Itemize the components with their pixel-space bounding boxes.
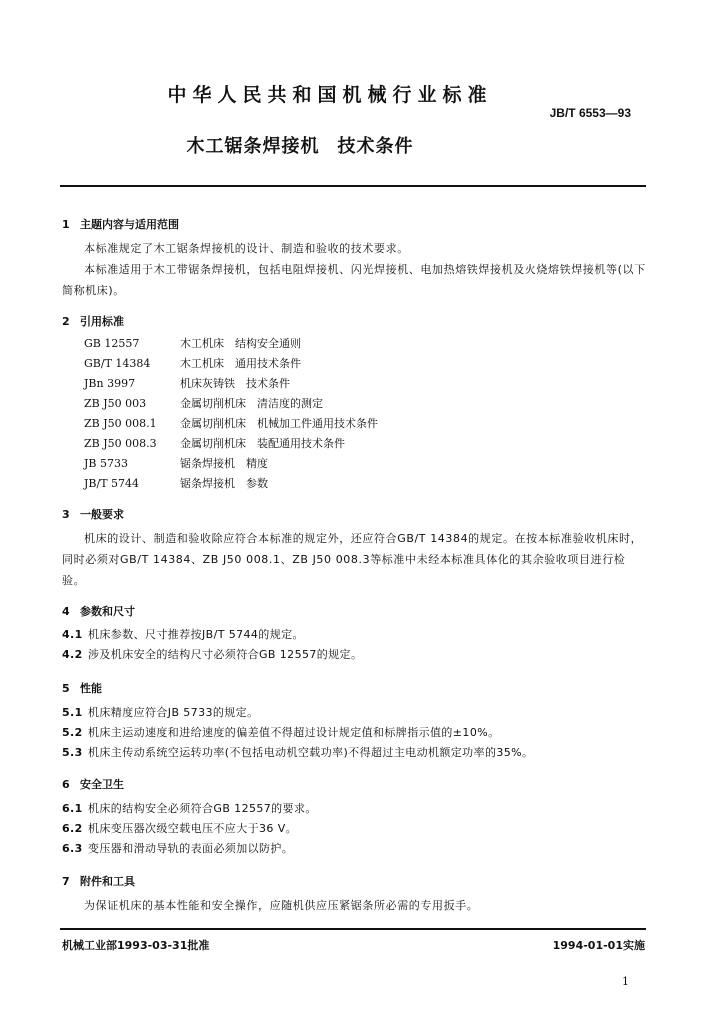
clause-5-1: [62, 703, 646, 723]
section-number: 2: [62, 315, 70, 328]
ref-title: 木工机床 结构安全通则: [180, 337, 301, 350]
header-divider: [60, 185, 646, 187]
ref-code: JB/T 5744: [84, 477, 140, 490]
section-number: 6: [62, 778, 70, 791]
clause-number: 5.2: [62, 726, 83, 739]
ref-code: ZB J50 003: [84, 397, 147, 410]
referenced-standards-list: [84, 334, 564, 494]
section-6-heading: [62, 776, 124, 792]
section-number: 7: [62, 875, 70, 888]
ref-title: 木工机床 通用技术条件: [180, 357, 301, 370]
clause-text: 机床精度应符合JB 5733的规定。: [88, 706, 259, 719]
clause-text: 变压器和滑动导轨的表面必须加以防护。: [88, 842, 294, 855]
section-1-heading: [62, 216, 179, 232]
ref-title: 锯条焊接机 参数: [180, 477, 268, 490]
section-number: 3: [62, 508, 70, 521]
section-5-heading: [62, 680, 102, 696]
standard-number: JB/T 6553—93: [549, 106, 631, 120]
clause-number: 6.2: [62, 822, 83, 835]
title-sub: 技术条件: [337, 136, 414, 157]
clause-number: 6.1: [62, 802, 83, 815]
issuing-organization: 中华人民共和国机械行业标准: [167, 84, 493, 106]
clause-number: 4.2: [62, 648, 83, 661]
section-number: 4: [62, 605, 70, 618]
section-2-heading: [62, 313, 124, 329]
list-item: [84, 334, 564, 354]
clause-4-2: [62, 645, 646, 665]
list-item: [84, 434, 564, 454]
clause-4-1: [62, 625, 646, 645]
effective-date: 1994-01-01实施: [552, 939, 645, 952]
clause-number: 4.1: [62, 628, 83, 641]
section-title: 安全卫生: [80, 778, 124, 791]
clause-number: 5.1: [62, 706, 83, 719]
ref-title: 金属切削机床 清洁度的测定: [180, 397, 323, 410]
clause-6-1: [62, 799, 646, 819]
section-number: 1: [62, 218, 70, 231]
ref-code: ZB J50 008.1: [84, 417, 157, 430]
section-1-paragraph-1: 本标准规定了木工锯条焊接机的设计、制造和验收的技术要求。: [84, 242, 409, 255]
ref-title: 金属切削机床 机械加工件通用技术条件: [180, 417, 378, 430]
section-title: 参数和尺寸: [80, 605, 135, 618]
clause-5-3: [62, 743, 646, 763]
section-7-heading: [62, 873, 135, 889]
list-item: [84, 414, 564, 434]
clause-text: 机床主运动速度和进给速度的偏差值不得超过设计规定值和标牌指示值的±10%。: [88, 726, 500, 739]
clause-text: 机床变压器次级空载电压不应大于36 V。: [88, 822, 298, 835]
section-3-heading: [62, 506, 124, 522]
document-title: [0, 132, 590, 158]
section-title: 主题内容与适用范围: [80, 218, 179, 231]
ref-code: JBn 3997: [84, 377, 136, 390]
section-title: 引用标准: [80, 315, 124, 328]
section-title: 一般要求: [80, 508, 124, 521]
list-item: [84, 394, 564, 414]
section-4-heading: [62, 603, 135, 619]
page-number: 1: [622, 975, 629, 988]
title-main: 木工锯条焊接机: [186, 136, 320, 157]
clause-text: 涉及机床安全的结构尺寸必须符合GB 12557的规定。: [88, 648, 363, 661]
clause-number: 6.3: [62, 842, 83, 855]
approval-date: 机械工业部1993-03-31批准: [62, 939, 210, 952]
ref-title: 机床灰铸铁 技术条件: [180, 377, 290, 390]
ref-title: 金属切削机床 装配通用技术条件: [180, 437, 345, 450]
ref-code: JB 5733: [84, 457, 128, 470]
list-item: [84, 374, 564, 394]
ref-code: ZB J50 008.3: [84, 437, 157, 450]
clause-text: 机床参数、尺寸推荐按JB/T 5744的规定。: [88, 628, 304, 641]
section-1-paragraph-2: 本标准适用于木工带锯条焊接机，包括电阻焊接机、闪光焊接机、电加热熔铁焊接机及火烧熔铁焊接机等(以下简称机床)。: [62, 263, 646, 297]
ref-code: GB 12557: [84, 337, 140, 350]
clause-6-2: [62, 819, 646, 839]
section-title: 性能: [80, 682, 102, 695]
clause-6-3: [62, 839, 646, 859]
section-3-paragraph-1: 机床的设计、制造和验收除应符合本标准的规定外，还应符合GB/T 14384的规定。在按本标准验收机床时，同时必须对GB/T 14384、ZB J50 008.1、ZB J50 008.3等标准中未经本标准具体化的其余验收项目进行检验。: [62, 532, 643, 587]
section-number: 5: [62, 682, 70, 695]
section-7-paragraph-1: 为保证机床的基本性能和安全操作，应随机供应压紧锯条所必需的专用扳手。: [84, 899, 479, 912]
ref-code: GB/T 14384: [84, 357, 151, 370]
clause-5-2: [62, 723, 646, 743]
section-title: 附件和工具: [80, 875, 135, 888]
clause-number: 5.3: [62, 746, 83, 759]
list-item: [84, 454, 564, 474]
ref-title: 锯条焊接机 精度: [180, 457, 268, 470]
list-item: [84, 354, 564, 374]
list-item: [84, 474, 564, 494]
footer-divider: [60, 928, 646, 930]
clause-text: 机床主传动系统空运转功率(不包括电动机空载功率)不得超过主电动机额定功率的35%。: [88, 746, 534, 759]
clause-text: 机床的结构安全必须符合GB 12557的要求。: [88, 802, 317, 815]
